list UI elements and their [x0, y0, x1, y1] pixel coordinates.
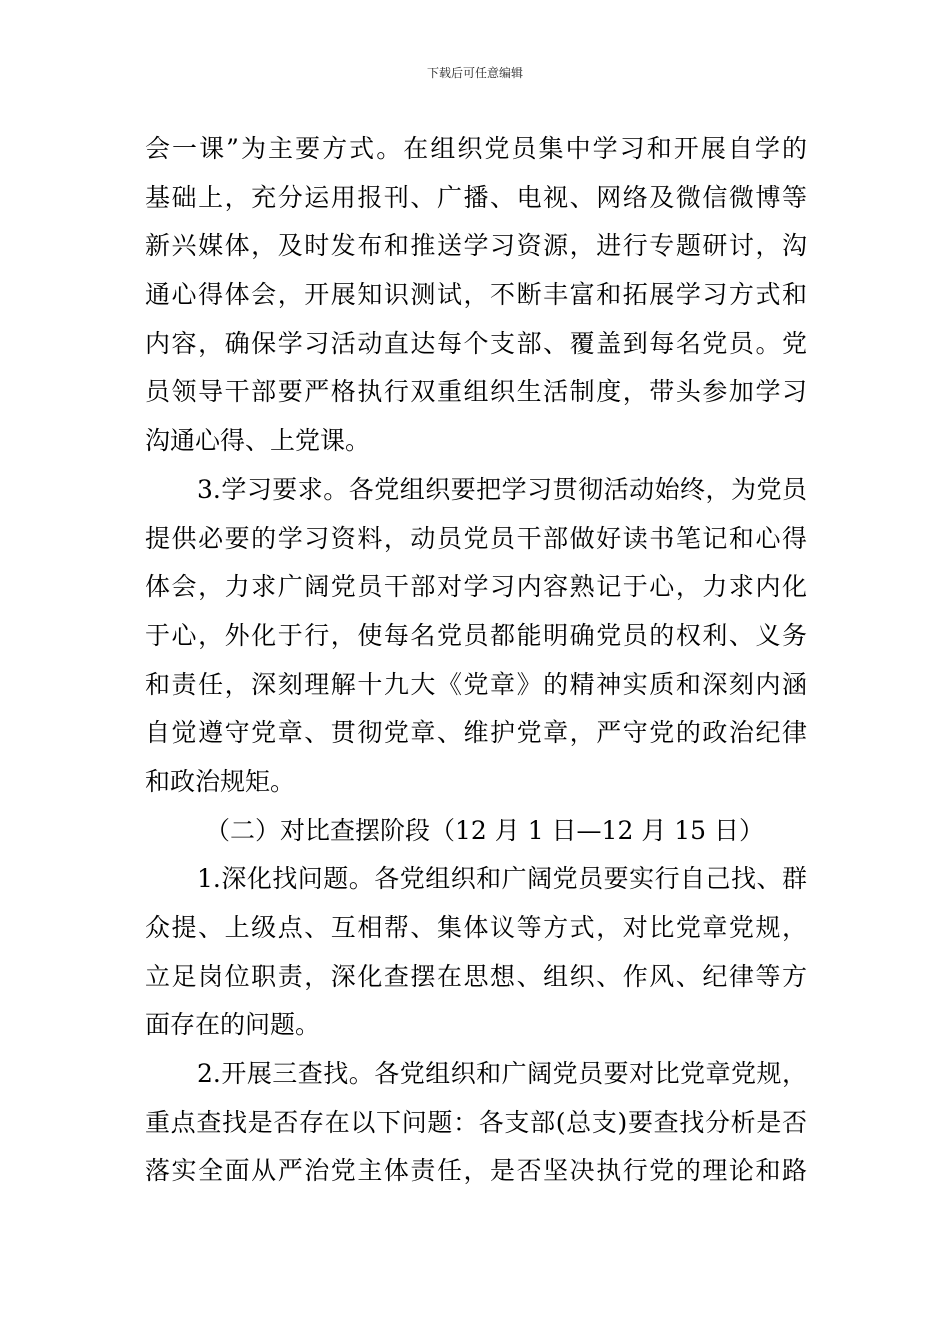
text-line: 面存在的问题。 [145, 1010, 321, 1040]
text-line: 众提、上级点、互相帮、集体议等方式，对比党章党规， [145, 913, 807, 942]
text-line: 通心得体会，开展知识测试，不断丰富和拓展学习方式和 [145, 280, 807, 310]
text-line: 自觉遵守党章、贯彻党章、维护党章，严守党的政治纪律 [145, 718, 807, 748]
document-body [145, 125, 807, 1196]
text-line: 基础上，充分运用报刊、广播、电视、网络及微信微博等 [145, 182, 807, 212]
text-line: 内容，确保学习活动直达每个支部、覆盖到每名党员。党 [145, 328, 807, 358]
section-heading-text: （二）对比查摆阶段（12 月 1 日—12 月 15 日） [205, 815, 765, 845]
text-line: 落实全面从严治党主体责任，是否坚决执行党的理论和路 [145, 1156, 807, 1186]
page-header-note: 下载后可任意编辑 [426, 66, 523, 80]
section-heading [145, 807, 807, 856]
text-line: 新兴媒体，及时发布和推送学习资源，进行专题研讨，沟 [145, 231, 807, 261]
paragraph [145, 466, 807, 807]
text-line: 体会，力求广阔党员干部对学习内容熟记于心，力求内化 [145, 572, 807, 602]
text-line: 会一课”为主要方式。在组织党员集中学习和开展自学的 [145, 134, 807, 163]
text-line: 沟通心得、上党课。 [145, 426, 371, 456]
text-line: 员领导干部要严格执行双重组织生活制度，带头参加学习 [145, 377, 807, 407]
paragraph [145, 125, 807, 466]
paragraph [145, 855, 807, 1050]
text-line: 提供必要的学习资料，动员党员干部做好读书笔记和心得 [145, 523, 807, 553]
text-line: 和责任，深刻理解十九大《党章》的精神实质和深刻内涵 [145, 669, 807, 699]
text-line: 1.深化找问题。各党组织和广阔党员要实行自己找、群 [197, 864, 807, 894]
text-line: 3.学习要求。各党组织要把学习贯彻活动始终，为党员 [197, 474, 807, 504]
text-line: 立足岗位职责，深化查摆在思想、组织、作风、纪律等方 [145, 961, 807, 991]
text-line: 重点查找是否存在以下问题：各支部(总支)要查找分析是否 [145, 1107, 807, 1137]
text-line: 于心，外化于行，使每名党员都能明确党员的权利、义务 [145, 620, 807, 650]
text-line: 和政治规矩。 [145, 766, 296, 796]
paragraph [145, 1050, 807, 1196]
text-line: 2.开展三查找。各党组织和广阔党员要对比党章党规， [197, 1059, 807, 1089]
